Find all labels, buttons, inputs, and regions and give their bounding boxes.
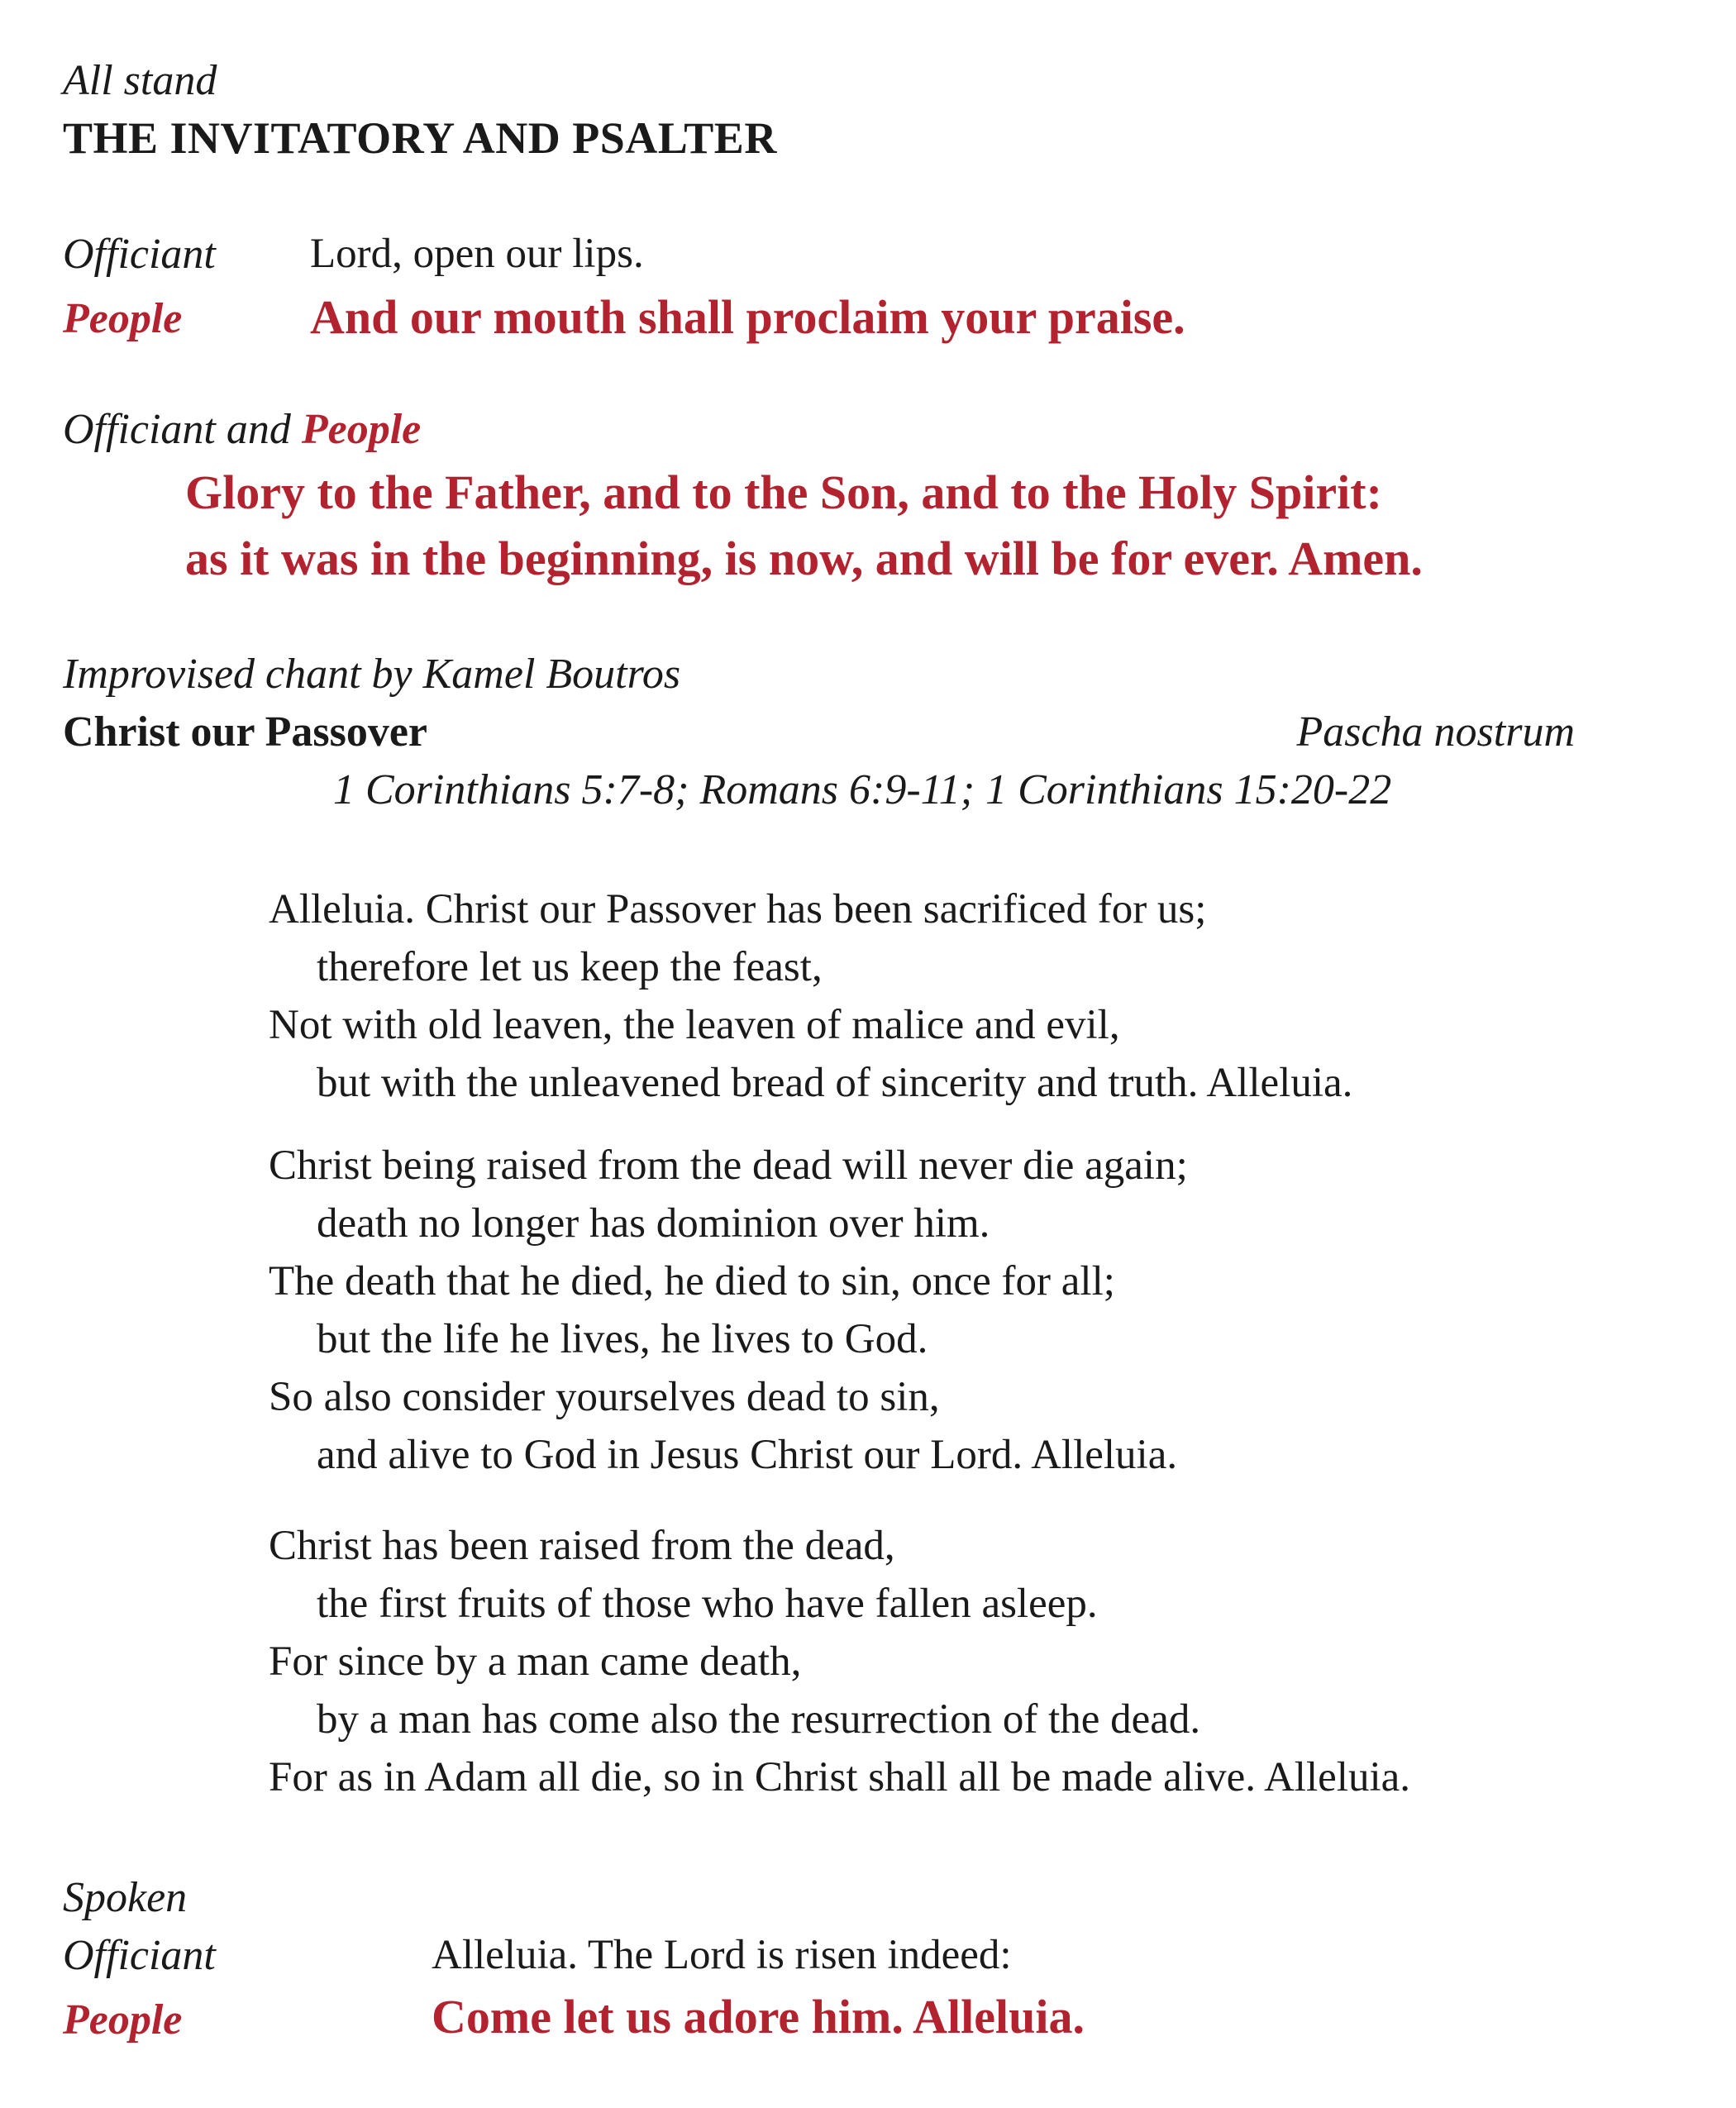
section-title: THE INVITATORY AND PSALTER (63, 113, 777, 163)
scripture-references: 1 Corinthians 5:7-8; Romans 6:9-11; 1 Corinthians 15:20-22 (333, 766, 1392, 813)
verse-line: Christ being raised from the dead will never die again; (269, 1142, 1188, 1189)
verse-line: the first fruits of those who have fallen asleep. (317, 1581, 1098, 1627)
stanza-2 (269, 1137, 1188, 1484)
closing-officiant-label: Officiant (63, 1932, 216, 1979)
gloria-text (185, 460, 1423, 592)
verse-line: So also consider yourselves dead to sin, (269, 1374, 940, 1420)
setting-note: Improvised chant by Kamel Boutros (63, 651, 681, 698)
people-label: People (63, 295, 183, 342)
officiant-versicle: Lord, open our lips. (310, 231, 644, 277)
verse-line: by a man has come also the resurrection of the dead. (317, 1696, 1201, 1743)
people-response: And our mouth shall proclaim your praise. (310, 290, 1185, 344)
verse-line: and alive to God in Jesus Christ our Lord. Alleluia. (317, 1432, 1178, 1478)
verse-line: For as in Adam all die, so in Christ shall all be made alive. Alleluia. (269, 1754, 1411, 1800)
gloria-label-prefix: Officiant and (63, 406, 291, 453)
officiant-label: Officiant (63, 231, 216, 278)
stanza-3 (269, 1517, 1410, 1806)
verse-line: The death that he died, he died to sin, once for all; (269, 1258, 1115, 1304)
gloria-line-1: Glory to the Father, and to the Son, and to the Holy Spirit: (185, 465, 1382, 519)
rubric-all-stand: All stand (63, 57, 217, 104)
verse-line: For since by a man came death, (269, 1638, 802, 1685)
gloria-line-2: as it was in the beginning, is now, and will be for ever. Amen. (185, 532, 1423, 585)
gloria-label-people: People (301, 406, 422, 453)
closing-people-response: Come let us adore him. Alleluia. (432, 1990, 1085, 2044)
verse-line: Alleluia. Christ our Passover has been sacrificed for us; (269, 886, 1207, 932)
stanza-1 (269, 880, 1352, 1112)
verse-line: death no longer has dominion over him. (317, 1200, 990, 1247)
verse-line: Christ has been raised from the dead, (269, 1523, 895, 1569)
closing-people-label: People (63, 1996, 183, 2044)
gloria-label (63, 405, 421, 454)
closing-officiant-versicle: Alleluia. The Lord is risen indeed: (432, 1932, 1012, 1978)
verse-line: but with the unleavened bread of sincerity and truth. Alleluia. (317, 1060, 1353, 1106)
canticle-title: Christ our Passover (63, 708, 428, 756)
rubric-spoken: Spoken (63, 1874, 188, 1921)
verse-line: therefore let us keep the feast, (317, 944, 823, 990)
verse-line: but the life he lives, he lives to God. (317, 1316, 928, 1362)
canticle-latin-title: Pascha nostrum (1296, 708, 1575, 756)
verse-line: Not with old leaven, the leaven of malice and evil, (269, 1002, 1120, 1048)
